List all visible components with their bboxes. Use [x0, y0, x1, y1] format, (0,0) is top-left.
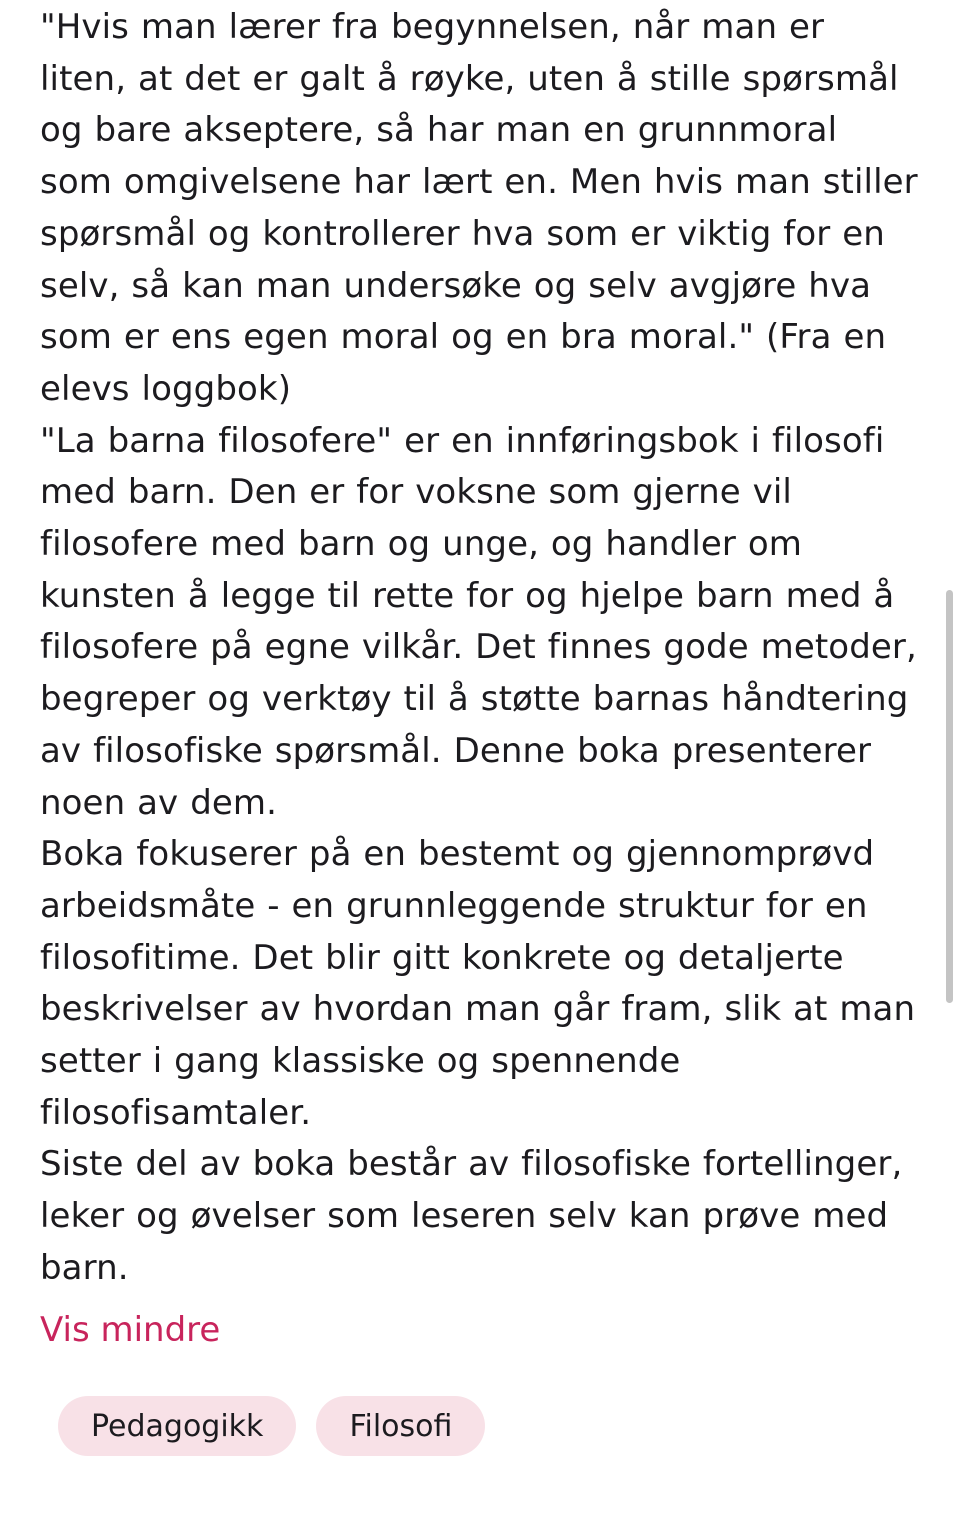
- scrollbar-thumb[interactable]: [946, 590, 953, 1003]
- description-paragraph-intro: "La barna filosofere" er en innføringsbok i filosofi med barn. Den er for voksne som gjerne vil filosofere med barn og unge, og handler om kunsten å legge til rette for og hjelpe barn med å filosofere på egne vilkår. Det finnes gode metoder, begreper og verktøy til å støtte barnas håndtering av filosofiske spørsmål. Denne boka presenterer noen av dem.: [40, 420, 917, 823]
- show-less-link[interactable]: Vis mindre: [40, 1310, 221, 1350]
- description-paragraph-closing: Siste del av boka består av filosofiske fortellinger, leker og øvelser som leseren selv kan prøve med barn.: [40, 1144, 903, 1288]
- tag-pedagogikk[interactable]: Pedagogikk: [58, 1396, 296, 1456]
- tag-filosofi[interactable]: Filosofi: [316, 1396, 485, 1456]
- description-paragraph-quote: "Hvis man lærer fra begynnelsen, når man er liten, at det er galt å røyke, uten å stille spørsmål og bare akseptere, så har man en grunnmoral som omgivelsene har lært en. Men hvis man stiller spørsmål og kontrollerer hva som er viktig for en selv, så kan man undersøke og selv avgjøre hva som er ens egen moral og en bra moral." (Fra en elevs loggbok): [40, 7, 918, 409]
- book-description: [40, 2, 920, 1295]
- tag-list: [58, 1396, 485, 1456]
- description-paragraph-method: Boka fokuserer på en bestemt og gjennomprøvd arbeidsmåte - en grunnleggende struktur for en filosofitime. Det blir gitt konkrete og detaljerte beskrivelser av hvordan man går fram, slik at man setter i gang klassiske og spennende filosofisamtaler.: [40, 834, 916, 1133]
